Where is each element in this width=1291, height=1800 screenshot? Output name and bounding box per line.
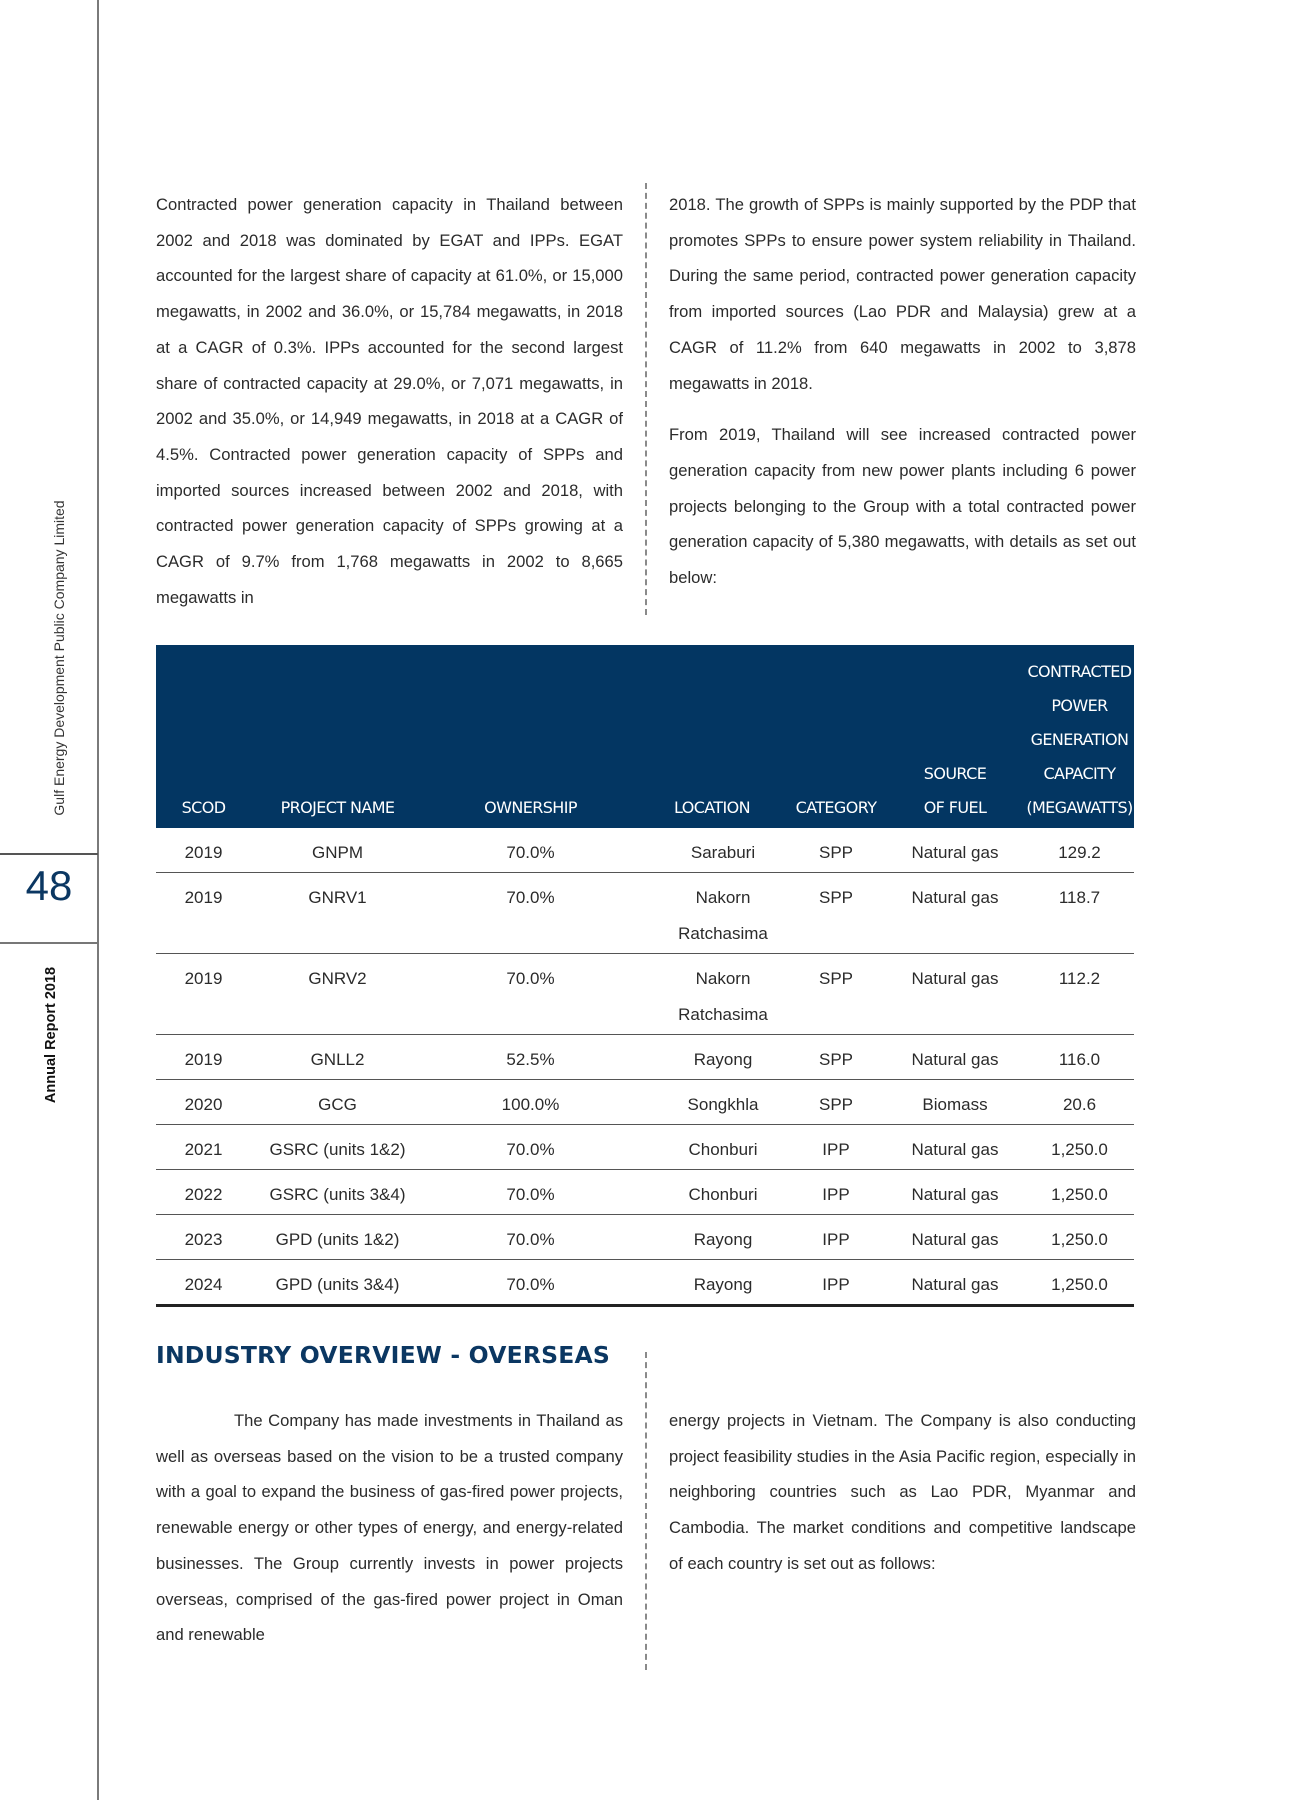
cell-scod: 2024 [156, 1260, 251, 1306]
cell-scod: 2022 [156, 1170, 251, 1215]
header-line: CONTRACTED [1027, 662, 1132, 681]
cell-location: Chonburi [637, 1125, 787, 1170]
header-line: GENERATION [1030, 730, 1129, 749]
intro-right-column [669, 187, 1136, 596]
cell-ownership: 70.0% [424, 1125, 637, 1170]
cell-project-name: GPD (units 1&2) [251, 1215, 424, 1260]
table-row [156, 954, 1134, 1035]
table-row [156, 1080, 1134, 1125]
header-line: OF FUEL [923, 798, 987, 817]
header-line: (MEGAWATTS) [1026, 798, 1133, 817]
cell-ownership: 100.0% [424, 1080, 637, 1125]
cell-ownership: 70.0% [424, 828, 637, 873]
cell-scod: 2020 [156, 1080, 251, 1125]
page-number-top-rule [0, 853, 98, 855]
cell-project-name: GSRC (units 3&4) [251, 1170, 424, 1215]
cell-ownership: 52.5% [424, 1035, 637, 1080]
cell-scod: 2019 [156, 828, 251, 873]
cell-location: Nakorn Ratchasima [637, 873, 787, 954]
cell-category: SPP [787, 828, 885, 873]
company-name: Gulf Energy Development Public Company Limited [51, 500, 67, 816]
header-ownership: OWNERSHIP [424, 645, 637, 828]
cell-category: IPP [787, 1260, 885, 1306]
cell-fuel: Natural gas [885, 954, 1025, 1035]
cell-capacity: 1,250.0 [1025, 1125, 1134, 1170]
cell-fuel: Natural gas [885, 1170, 1025, 1215]
table-row [156, 1125, 1134, 1170]
cell-scod: 2019 [156, 954, 251, 1035]
cell-capacity: 112.2 [1025, 954, 1134, 1035]
cell-project-name: GNPM [251, 828, 424, 873]
cell-project-name: GSRC (units 1&2) [251, 1125, 424, 1170]
cell-ownership: 70.0% [424, 873, 637, 954]
overseas-paragraph: energy projects in Vietnam. The Company is also conducting project feasibility studies in the Asia Pacific region, especially in neighboring countries such as Lao PDR, Myanmar and Cambodia. The market conditions and competitive landscape of each country is set out as follows: [669, 1411, 1136, 1573]
page-number: 48 [25, 862, 73, 909]
cell-project-name: GPD (units 3&4) [251, 1260, 424, 1306]
cell-fuel: Natural gas [885, 828, 1025, 873]
cell-ownership: 70.0% [424, 1170, 637, 1215]
cell-fuel: Natural gas [885, 1215, 1025, 1260]
cell-location: Nakorn Ratchasima [637, 954, 787, 1035]
cell-ownership: 70.0% [424, 1260, 637, 1306]
cell-category: SPP [787, 954, 885, 1035]
table-header-row [156, 645, 1134, 828]
table-row [156, 1260, 1134, 1306]
header-scod: SCOD [156, 645, 251, 828]
section-heading-overseas: INDUSTRY OVERVIEW - OVERSEAS [156, 1341, 611, 1369]
cell-capacity: 1,250.0 [1025, 1260, 1134, 1306]
cell-capacity: 1,250.0 [1025, 1170, 1134, 1215]
cell-capacity: 20.6 [1025, 1080, 1134, 1125]
overseas-right-column [669, 1403, 1136, 1582]
cell-project-name: GCG [251, 1080, 424, 1125]
intro-paragraph: From 2019, Thailand will see increased contracted power generation capacity from new power plants including 6 power projects belonging to the Group with a total contracted power generation capacity of 5,380 megawatts, with details as set out below: [669, 425, 1136, 588]
header-project-name: PROJECT NAME [251, 645, 424, 828]
header-source-of-fuel [885, 645, 1025, 828]
header-line: SOURCE [923, 764, 987, 783]
table-row [156, 1170, 1134, 1215]
cell-category: SPP [787, 1035, 885, 1080]
cell-fuel: Natural gas [885, 1125, 1025, 1170]
cell-location: Rayong [637, 1035, 787, 1080]
cell-scod: 2023 [156, 1215, 251, 1260]
cell-scod: 2019 [156, 873, 251, 954]
cell-capacity: 118.7 [1025, 873, 1134, 954]
report-label: Annual Report 2018 [43, 966, 59, 1104]
cell-location: Saraburi [637, 828, 787, 873]
header-capacity [1025, 645, 1134, 828]
cell-fuel: Natural gas [885, 1035, 1025, 1080]
table-row [156, 1215, 1134, 1260]
header-line: POWER [1051, 696, 1108, 715]
header-line: CAPACITY [1043, 764, 1116, 783]
cell-location: Rayong [637, 1260, 787, 1306]
cell-capacity: 129.2 [1025, 828, 1134, 873]
table-row [156, 1035, 1134, 1080]
cell-capacity: 1,250.0 [1025, 1215, 1134, 1260]
table-row [156, 828, 1134, 873]
overseas-paragraph: The Company has made investments in Thailand as well as overseas based on the vision to be a trusted company with a goal to expand the business of gas-fired power projects, renewable energy or other types of energy, and energy-related businesses. The Group currently invests in power projects overseas, comprised of the gas-fired power project in Oman and renewable [156, 1411, 623, 1645]
overseas-left-column [156, 1403, 623, 1653]
cell-project-name: GNLL2 [251, 1035, 424, 1080]
cell-location: Chonburi [637, 1170, 787, 1215]
intro-paragraph: Contracted power generation capacity in Thailand between 2002 and 2018 was dominated by EGAT and IPPs. EGAT accounted for the largest share of capacity at 61.0%, or 15,000 megawatts, in 2002 and 36.0%, or 15,784 megawatts, in 2018 at a CAGR of 0.3%. IPPs accounted for the second largest share of contracted capacity at 29.0%, or 7,071 megawatts, in 2002 and 35.0%, or 14,949 megawatts, in 2018 at a CAGR of 4.5%. Contracted power generation capacity of SPPs and imported sources increased between 2002 and 2018, with contracted power generation capacity of SPPs growing at a CAGR of 9.7% from 1,768 megawatts in 2002 to 8,665 megawatts in [156, 195, 623, 607]
column-divider [645, 183, 647, 615]
page-number-bottom-rule [0, 942, 98, 944]
cell-category: IPP [787, 1170, 885, 1215]
cell-capacity: 116.0 [1025, 1035, 1134, 1080]
cell-ownership: 70.0% [424, 954, 637, 1035]
cell-project-name: GNRV1 [251, 873, 424, 954]
header-location: LOCATION [637, 645, 787, 828]
cell-category: SPP [787, 873, 885, 954]
cell-location: Songkhla [637, 1080, 787, 1125]
cell-fuel: Biomass [885, 1080, 1025, 1125]
cell-category: IPP [787, 1215, 885, 1260]
cell-project-name: GNRV2 [251, 954, 424, 1035]
cell-fuel: Natural gas [885, 873, 1025, 954]
cell-scod: 2019 [156, 1035, 251, 1080]
cell-location: Rayong [637, 1215, 787, 1260]
cell-category: SPP [787, 1080, 885, 1125]
table-row [156, 873, 1134, 954]
cell-category: IPP [787, 1125, 885, 1170]
cell-ownership: 70.0% [424, 1215, 637, 1260]
intro-paragraph: 2018. The growth of SPPs is mainly supported by the PDP that promotes SPPs to ensure power system reliability in Thailand. During the same period, contracted power generation capacity from imported sources (Lao PDR and Malaysia) grew at a CAGR of 11.2% from 640 megawatts in 2002 to 3,878 megawatts in 2018. [669, 195, 1136, 393]
column-divider [645, 1352, 647, 1670]
cell-scod: 2021 [156, 1125, 251, 1170]
power-projects-table [156, 645, 1134, 1307]
intro-left-column [156, 187, 623, 615]
header-category: CATEGORY [787, 645, 885, 828]
cell-fuel: Natural gas [885, 1260, 1025, 1306]
